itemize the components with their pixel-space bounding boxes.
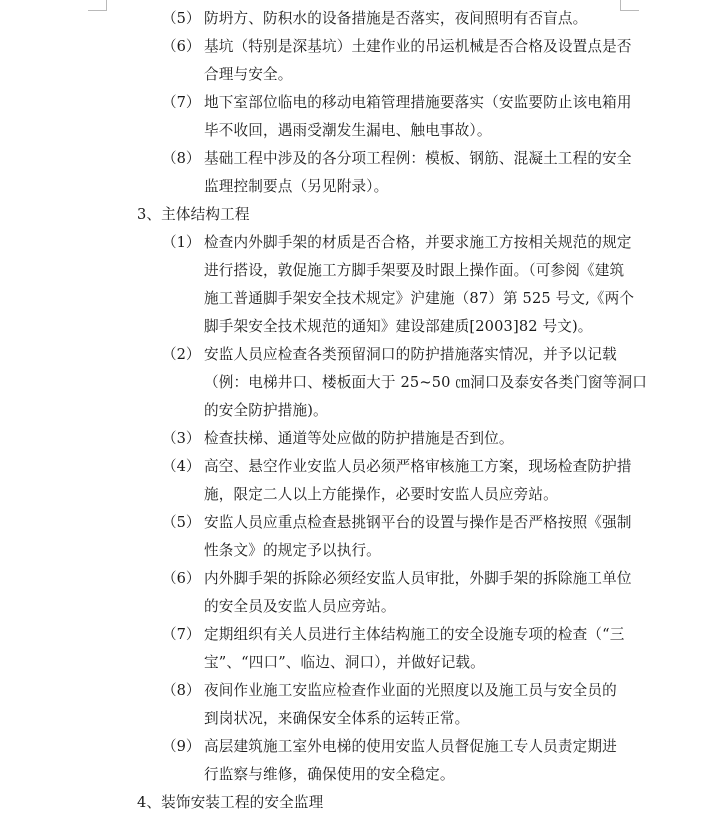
item-text-line: 施工普通脚手架安全技术规定》沪建施（87）第 525 号文,《两个 bbox=[204, 290, 635, 307]
item-text-line: 的安全防护措施)。 bbox=[204, 402, 328, 419]
item-text-line: 检查扶梯、通道等处应做的防护措施是否到位。 bbox=[204, 430, 514, 447]
item-text-line: 性条文》的规定予以执行。 bbox=[204, 542, 381, 559]
item-text-line: 内外脚手架的拆除必须经安监人员审批，外脚手架的拆除施工单位 bbox=[204, 570, 632, 587]
page-corner-mark-right bbox=[620, 0, 639, 11]
item-number: （9） bbox=[162, 738, 201, 755]
item-number: （8） bbox=[162, 682, 201, 699]
section-heading: 4、装饰安装工程的安全监理 bbox=[137, 794, 324, 811]
item-text-line: 合理与安全。 bbox=[204, 66, 293, 83]
item-text-line: 行监察与维修，确保使用的安全稳定。 bbox=[204, 766, 455, 783]
page-corner-mark-left bbox=[88, 0, 107, 11]
item-number: （3） bbox=[162, 430, 201, 447]
item-text-line: 基坑（特别是深基坑）土建作业的吊运机械是否合格及设置点是否 bbox=[204, 38, 632, 55]
section-heading: 3、主体结构工程 bbox=[137, 206, 250, 223]
item-text-line: 施，限定二人以上方能操作，必要时安监人员应旁站。 bbox=[204, 486, 558, 503]
item-number: （7） bbox=[162, 626, 201, 643]
item-number: （8） bbox=[162, 150, 201, 167]
item-text-line: 进行搭设，敦促施工方脚手架要及时跟上操作面。（可参阅《建筑 bbox=[204, 262, 625, 279]
item-text-line: 基础工程中涉及的各分项工程例：模板、钢筋、混凝土工程的安全 bbox=[204, 150, 632, 167]
item-number: （5） bbox=[162, 514, 201, 531]
item-text-line: 高空、悬空作业安监人员必须严格审核施工方案，现场检查防护措 bbox=[204, 458, 632, 475]
item-text-line: 安监人员应检查各类预留洞口的防护措施落实情况，并予以记载 bbox=[204, 346, 617, 363]
item-number: （4） bbox=[162, 458, 201, 475]
item-text-line: 高层建筑施工室外电梯的使用安监人员督促施工专人员责定期进 bbox=[204, 738, 617, 755]
item-text-line: （例：电梯井口、楼板面大于 25~50 ㎝洞口及泰安各类门窗等洞口 bbox=[204, 374, 648, 391]
item-text-line: 夜间作业施工安监应检查作业面的光照度以及施工员与安全员的 bbox=[204, 682, 617, 699]
item-number: （5） bbox=[162, 10, 201, 27]
item-text-line: 毕不收回，遇雨受潮发生漏电、触电事故）。 bbox=[204, 122, 492, 139]
item-number: （1） bbox=[162, 234, 201, 251]
item-text-line: 检查内外脚手架的材质是否合格，并要求施工方按相关规范的规定 bbox=[204, 234, 632, 251]
item-text-line: 的安全员及安监人员应旁站。 bbox=[204, 598, 396, 615]
item-number: （6） bbox=[162, 38, 201, 55]
item-number: （2） bbox=[162, 346, 201, 363]
item-text-line: 宝”、“四口”、临边、洞口），并做好记载。 bbox=[204, 654, 485, 671]
item-text-line: 定期组织有关人员进行主体结构施工的安全设施专项的检查（“三 bbox=[204, 626, 625, 643]
item-text-line: 监理控制要点（另见附录）。 bbox=[204, 178, 389, 195]
item-text-line: 安监人员应重点检查悬挑钢平台的设置与操作是否严格按照《强制 bbox=[204, 514, 632, 531]
item-text-line: 脚手架安全技术规范的通知》建设部建质[2003]82 号文)。 bbox=[204, 318, 593, 335]
item-text-line: 地下室部位临电的移动电箱管理措施要落实（安监要防止该电箱用 bbox=[204, 94, 632, 111]
item-number: （7） bbox=[162, 94, 201, 111]
item-text-line: 到岗状况，来确保安全体系的运转正常。 bbox=[204, 710, 470, 727]
item-number: （6） bbox=[162, 570, 201, 587]
item-text-line: 防坍方、防积水的设备措施是否落实，夜间照明有否盲点。 bbox=[204, 10, 588, 27]
